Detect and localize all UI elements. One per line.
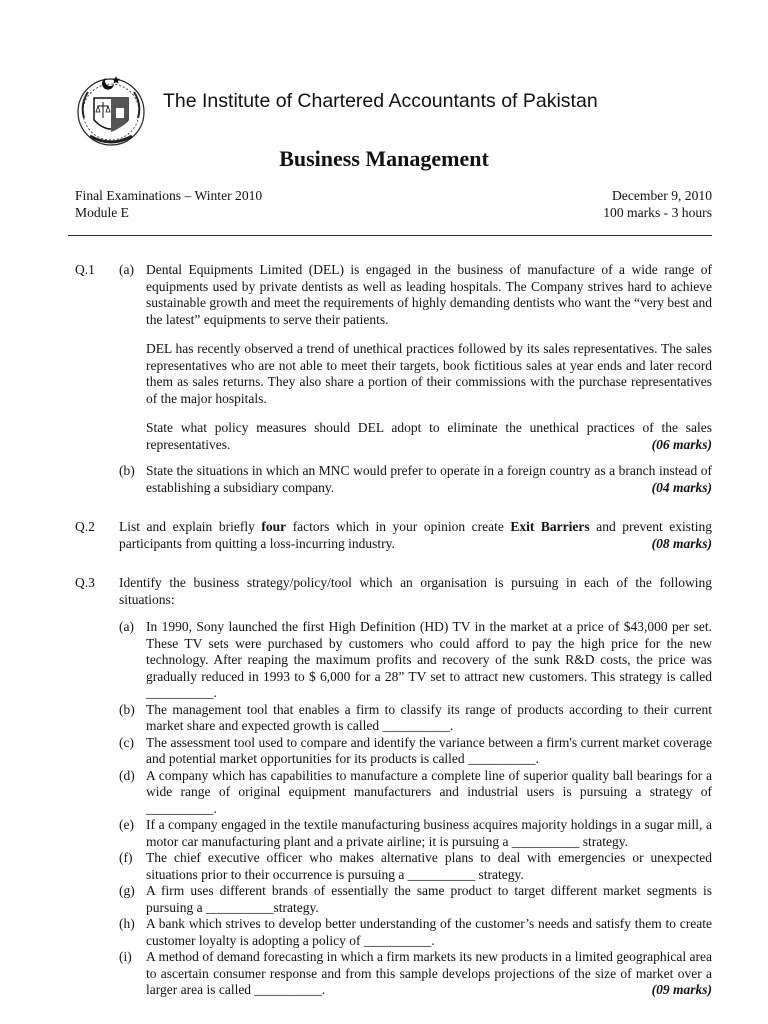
list-item	[119, 702, 712, 735]
part-label: (b)	[119, 463, 135, 478]
paragraph	[146, 463, 712, 496]
item-label: (e)	[119, 817, 134, 832]
list-item	[119, 916, 712, 949]
paragraph: List and explain briefly four factors which in your opinion create Exit Barriers and prevent existing participants from quitting a loss-incurring industry. (08 marks)	[119, 519, 713, 551]
item-text: The management tool that enables a firm to classify its range of products according to their current market share and expected growth is called __________.	[146, 701, 712, 733]
question-intro: Identify the business strategy/policy/tool which an organisation is pursuing in each of the following situations:	[119, 575, 712, 607]
marks-label: (06 marks)	[651, 436, 712, 452]
item-text: The chief executive officer who makes alternative plans to deal with emergencies or unexpected situations prior to their occurrence is pursuing a __________ strategy.	[146, 850, 712, 882]
exam-date: December 9, 2010	[611, 188, 712, 203]
question-2	[75, 519, 712, 552]
item-label: (h)	[119, 916, 135, 931]
question-1a	[119, 262, 712, 453]
header-divider	[68, 235, 712, 236]
question-number: Q.3	[75, 575, 95, 590]
emphasis-exit-barriers: Exit Barriers	[510, 519, 590, 534]
questions	[75, 262, 712, 999]
item-text: The assessment tool used to compare and identify the variance between a firm's current market coverage and potential market opportunities for its products is called __________.	[146, 734, 712, 766]
list-item	[119, 949, 712, 999]
exam-schedule	[603, 187, 712, 221]
list-item	[119, 850, 712, 883]
institute-name: The Institute of Chartered Accountants of Pakistan	[163, 90, 598, 112]
marks-label: (04 marks)	[651, 479, 712, 495]
list-item	[119, 817, 712, 850]
list-item	[119, 883, 712, 916]
item-text: A company which has capabilities to manufacture a complete line of superior quality ball bearings for a wide range of original equipment manufacturers and industrial users is pursuing a strategy of __________.	[146, 767, 712, 816]
exam-session: Final Examinations – Winter 2010	[75, 188, 263, 203]
item-label: (i)	[119, 949, 132, 964]
emphasis-four: four	[261, 519, 287, 534]
paragraph: Dental Equipments Limited (DEL) is engaged in the business of manufacture of a wide range of equipments used by private dentists as well as leading hospitals. The Company strives hard to achieve sustainable growth and meet the requirements of highly demanding dentists who want the “very best and the latest” equipments to serve their patients.	[146, 262, 712, 327]
paper-title: Business Management	[279, 146, 489, 171]
part-label: (a)	[119, 262, 134, 277]
item-text: In 1990, Sony launched the first High Definition (HD) TV in the market at a price of $43,000 per set. These TV sets were purchased by customers who could afford to pay the high price for the new technology. After reaping the maximum profits and recovery of the sunk R&D costs, the price was gradually reduced in 1993 to $ 6,000 for a 28” TV set to attract new customers. This strategy is called __________.	[146, 619, 712, 700]
exam-module: Module E	[75, 205, 129, 220]
item-label: (d)	[119, 767, 135, 783]
item-label: (f)	[119, 850, 133, 865]
item-text: A method of demand forecasting in which a firm markets its new products in a limited geographical area to ascertain consumer response and from this sample develops projections of the size of market over a larger area is called __________. (09 marks)	[146, 949, 712, 997]
question-3	[75, 575, 712, 999]
question-text: State what policy measures should DEL adopt to eliminate the unethical practices of the sales representatives.	[146, 420, 712, 452]
marks-label: (08 marks)	[651, 535, 712, 551]
question-text: State the situations in which an MNC would prefer to operate in a foreign country as a branch instead of establishing a subsidiary company.	[146, 463, 712, 495]
question-1	[75, 262, 712, 496]
item-text: If a company engaged in the textile manufacturing business acquires majority holdings in a sugar mill, a motor car manufacturing plant and a private airline; it is pursuing a __________ strategy.	[146, 817, 712, 849]
list-item	[119, 619, 712, 702]
item-text: A firm uses different brands of essentially the same product to target different market segments is pursuing a __________strategy.	[146, 883, 712, 915]
marks-label: (09 marks)	[651, 982, 712, 997]
situation-list	[119, 619, 712, 999]
question-number: Q.2	[75, 519, 95, 534]
exam-info	[75, 187, 262, 221]
item-label: (a)	[119, 619, 134, 634]
paragraph	[146, 420, 712, 453]
list-item	[119, 768, 712, 818]
item-label: (b)	[119, 701, 135, 717]
list-item	[119, 735, 712, 768]
paragraph: DEL has recently observed a trend of unethical practices followed by its sales representatives. The sales representatives who are not able to meet their targets, book fictitious sales at year ends and later record them as sales returns. They also share a portion of their commissions with the purchase representatives of the major hospitals.	[146, 341, 712, 406]
question-1b	[119, 463, 712, 496]
question-number: Q.1	[75, 262, 95, 277]
item-text: A bank which strives to develop better understanding of the customer’s needs and satisfy them to create customer loyalty is adopting a policy of __________.	[146, 916, 712, 948]
item-label: (c)	[119, 734, 134, 750]
exam-marks-time: 100 marks - 3 hours	[603, 205, 712, 220]
institute-crest-icon	[70, 68, 152, 150]
item-label: (g)	[119, 883, 135, 898]
